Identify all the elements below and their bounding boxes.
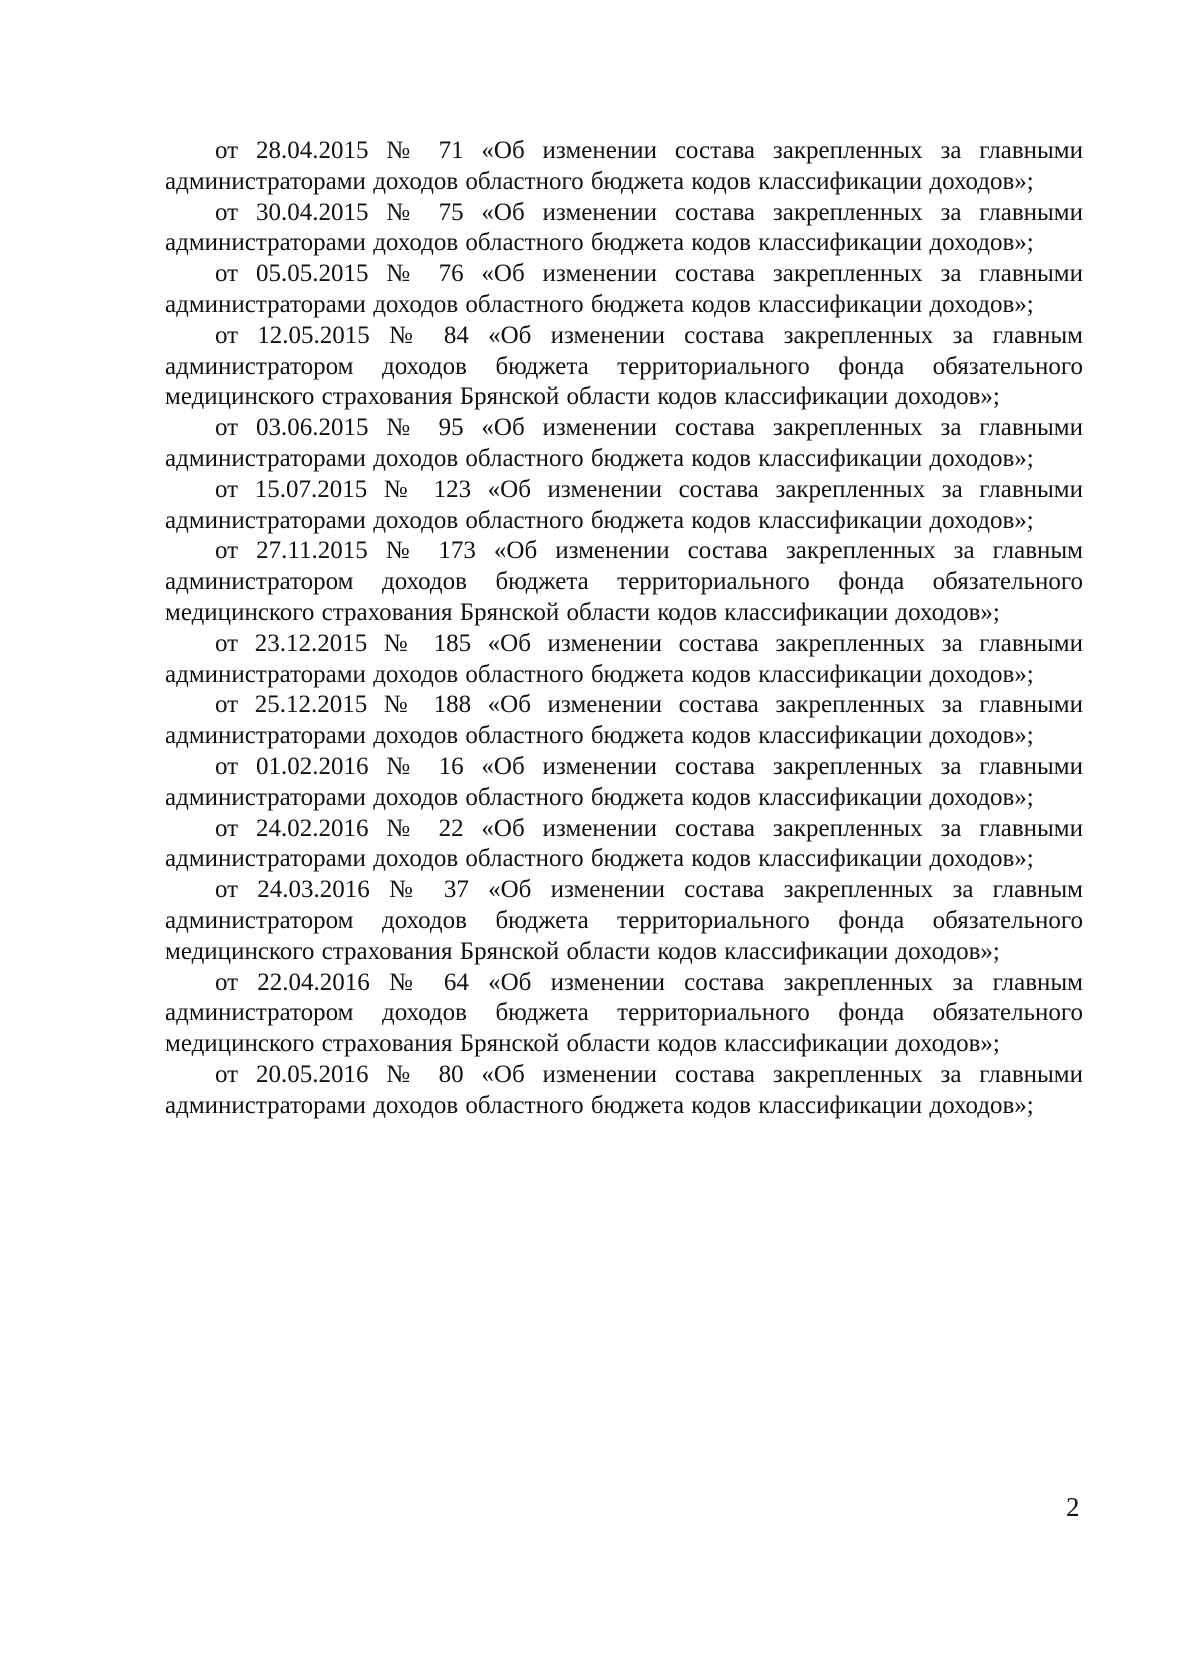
list-item-resolution: от 24.03.2016 № 37 «Об изменении состава закрепленных за главным администратором доходов бюджета территориального фонда обязательного медицинского страхования Брянской области кодов классификации доходов»; bbox=[165, 876, 1083, 965]
list-item-resolution: от 20.05.2016 № 80 «Об изменении состава закрепленных за главными администраторами доходов областного бюджета кодов классификации доходов»; bbox=[165, 1060, 1083, 1119]
list-item-resolution: от 25.12.2015 № 188 «Об изменении состава закрепленных за главными администраторами доходов областного бюджета кодов классификации доходов»; bbox=[165, 691, 1083, 750]
list-item-resolution: от 24.02.2016 № 22 «Об изменении состава закрепленных за главными администраторами доходов областного бюджета кодов классификации доходов»; bbox=[165, 814, 1083, 873]
list-item-resolution: от 15.07.2015 № 123 «Об изменении состава закрепленных за главными администраторами доходов областного бюджета кодов классификации доходов»; bbox=[165, 475, 1083, 534]
list-item-resolution: от 23.12.2015 № 185 «Об изменении состава закрепленных за главными администраторами доходов областного бюджета кодов классификации доходов»; bbox=[165, 629, 1083, 688]
list-item-resolution: от 30.04.2015 № 75 «Об изменении состава закрепленных за главными администраторами доходов областного бюджета кодов классификации доходов»; bbox=[165, 198, 1083, 257]
list-item-resolution: от 03.06.2015 № 95 «Об изменении состава закрепленных за главными администраторами доходов областного бюджета кодов классификации доходов»; bbox=[165, 414, 1083, 472]
list-item-resolution: от 28.04.2015 № 71 «Об изменении состава закрепленных за главными администраторами доходов областного бюджета кодов классификации доходов»; bbox=[165, 137, 1083, 195]
list-item-resolution: от 27.11.2015 № 173 «Об изменении состава закрепленных за главным администратором доходов бюджета территориального фонда обязательного медицинского страхования Брянской области кодов классификации доходов»; bbox=[165, 537, 1083, 626]
list-item-resolution: от 01.02.2016 № 16 «Об изменении состава закрепленных за главными администраторами доходов областного бюджета кодов классификации доходов»; bbox=[165, 752, 1083, 811]
page-number: 2 bbox=[1066, 1492, 1080, 1522]
list-item-resolution: от 05.05.2015 № 76 «Об изменении состава закрепленных за главными администраторами доходов областного бюджета кодов классификации доходов»; bbox=[165, 260, 1083, 318]
list-item-resolution: от 22.04.2016 № 64 «Об изменении состава закрепленных за главным администратором доходов бюджета территориального фонда обязательного медицинского страхования Брянской области кодов классификации доходов»; bbox=[165, 968, 1083, 1058]
list-item-resolution: от 12.05.2015 № 84 «Об изменении состава закрепленных за главным администратором доходов бюджета территориального фонда обязательного медицинского страхования Брянской области кодов классификации доходов»; bbox=[165, 321, 1083, 411]
document-body bbox=[165, 136, 1083, 1122]
